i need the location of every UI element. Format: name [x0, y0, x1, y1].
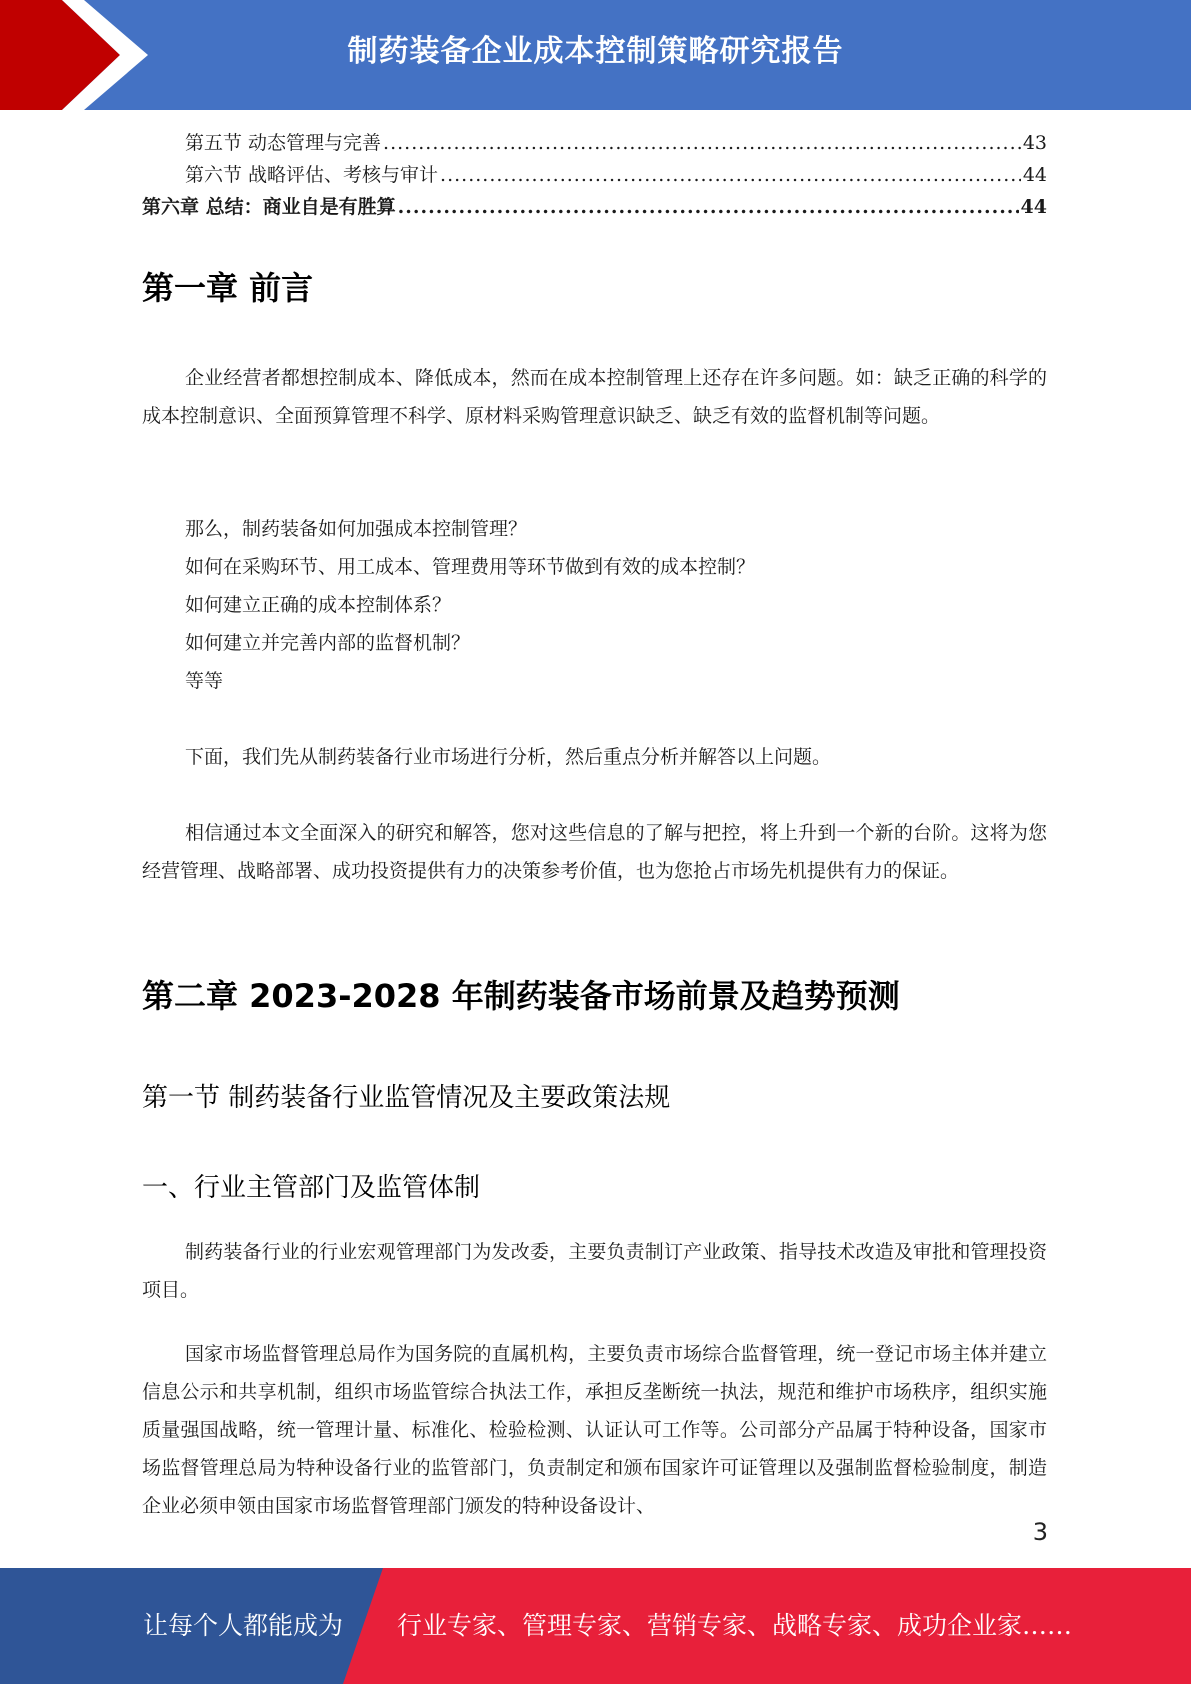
- body-paragraph: 制药装备行业的行业宏观管理部门为发改委，主要负责制订产业政策、指导技术改造及审批和管理投资项目。: [142, 1241, 1047, 1301]
- question-line: 如何建立正确的成本控制体系？: [185, 594, 452, 616]
- toc-entry[interactable]: [142, 128, 1047, 160]
- footer-slogan-right: 行业专家、管理专家、营销专家、战略专家、成功企业家……: [397, 1611, 1073, 1640]
- question-line: 那么，制药装备如何加强成本控制管理？: [185, 518, 528, 540]
- chapter-heading: 第一章 前言: [142, 269, 314, 307]
- toc-entry[interactable]: [142, 160, 1047, 192]
- table-of-contents: [142, 128, 1047, 224]
- body-paragraph: 国家市场监督管理总局作为国务院的直属机构，主要负责市场综合监督管理，统一登记市场主体并建立信息公示和共享机制，组织市场监管综合执法工作，承担反垄断统一执法，规范和维护市场秩序，组织实施质量强国战略，统一管理计量、标准化、检验检测、认证认可工作等。公司部分产品属于特种设备，国家市场监督管理总局为特种设备行业的监管部门，负责制定和颁布国家许可证管理以及强制监督检验制度，制造企业必须申领由国家市场监督管理部门颁发的特种设备设计、: [142, 1343, 1047, 1517]
- subsection-heading: 一、行业主管部门及监管体制: [142, 1173, 481, 1203]
- toc-entry-title: 第六章 总结：商业自是有胜算: [142, 196, 396, 218]
- toc-entry-page: 44: [1022, 164, 1047, 186]
- report-title: 制药装备企业成本控制策略研究报告: [347, 34, 844, 69]
- page-header: [0, 0, 1191, 110]
- toc-dot-leader: [440, 164, 1021, 186]
- page-footer: [0, 1568, 1191, 1684]
- section-heading: 第一节 制药装备行业监管情况及主要政策法规: [142, 1083, 671, 1113]
- chapter-heading: 第二章 2023-2028 年制药装备市场前景及趋势预测: [142, 977, 900, 1015]
- body-paragraph: 下面，我们先从制药装备行业市场进行分析，然后重点分析并解答以上问题。: [185, 746, 832, 768]
- footer-slogan-left: 让每个人都能成为: [143, 1611, 344, 1640]
- toc-dot-leader: [398, 196, 1019, 218]
- toc-entry-title: 第六节 战略评估、考核与审计: [185, 164, 439, 186]
- body-paragraph: 企业经营者都想控制成本、降低成本，然而在成本控制管理上还存在许多问题。如：缺乏正确的科学的成本控制意识、全面预算管理不科学、原材料采购管理意识缺乏、缺乏有效的监督机制等问题。: [142, 367, 1047, 427]
- toc-entry[interactable]: [142, 192, 1047, 224]
- question-line: 如何建立并完善内部的监督机制？: [185, 632, 471, 654]
- body-paragraph: 相信通过本文全面深入的研究和解答，您对这些信息的了解与把控，将上升到一个新的台阶。这将为您经营管理、战略部署、成功投资提供有力的决策参考价值，也为您抢占市场先机提供有力的保证。: [142, 822, 1047, 882]
- toc-dot-leader: [383, 132, 1021, 154]
- toc-entry-page: 43: [1022, 132, 1047, 154]
- page-number: 3: [1032, 1518, 1048, 1546]
- toc-entry-page: 44: [1020, 196, 1047, 218]
- toc-entry-title: 第五节 动态管理与完善: [185, 132, 382, 154]
- question-line: 如何在采购环节、用工成本、管理费用等环节做到有效的成本控制？: [185, 556, 756, 578]
- question-line: 等等: [185, 670, 224, 692]
